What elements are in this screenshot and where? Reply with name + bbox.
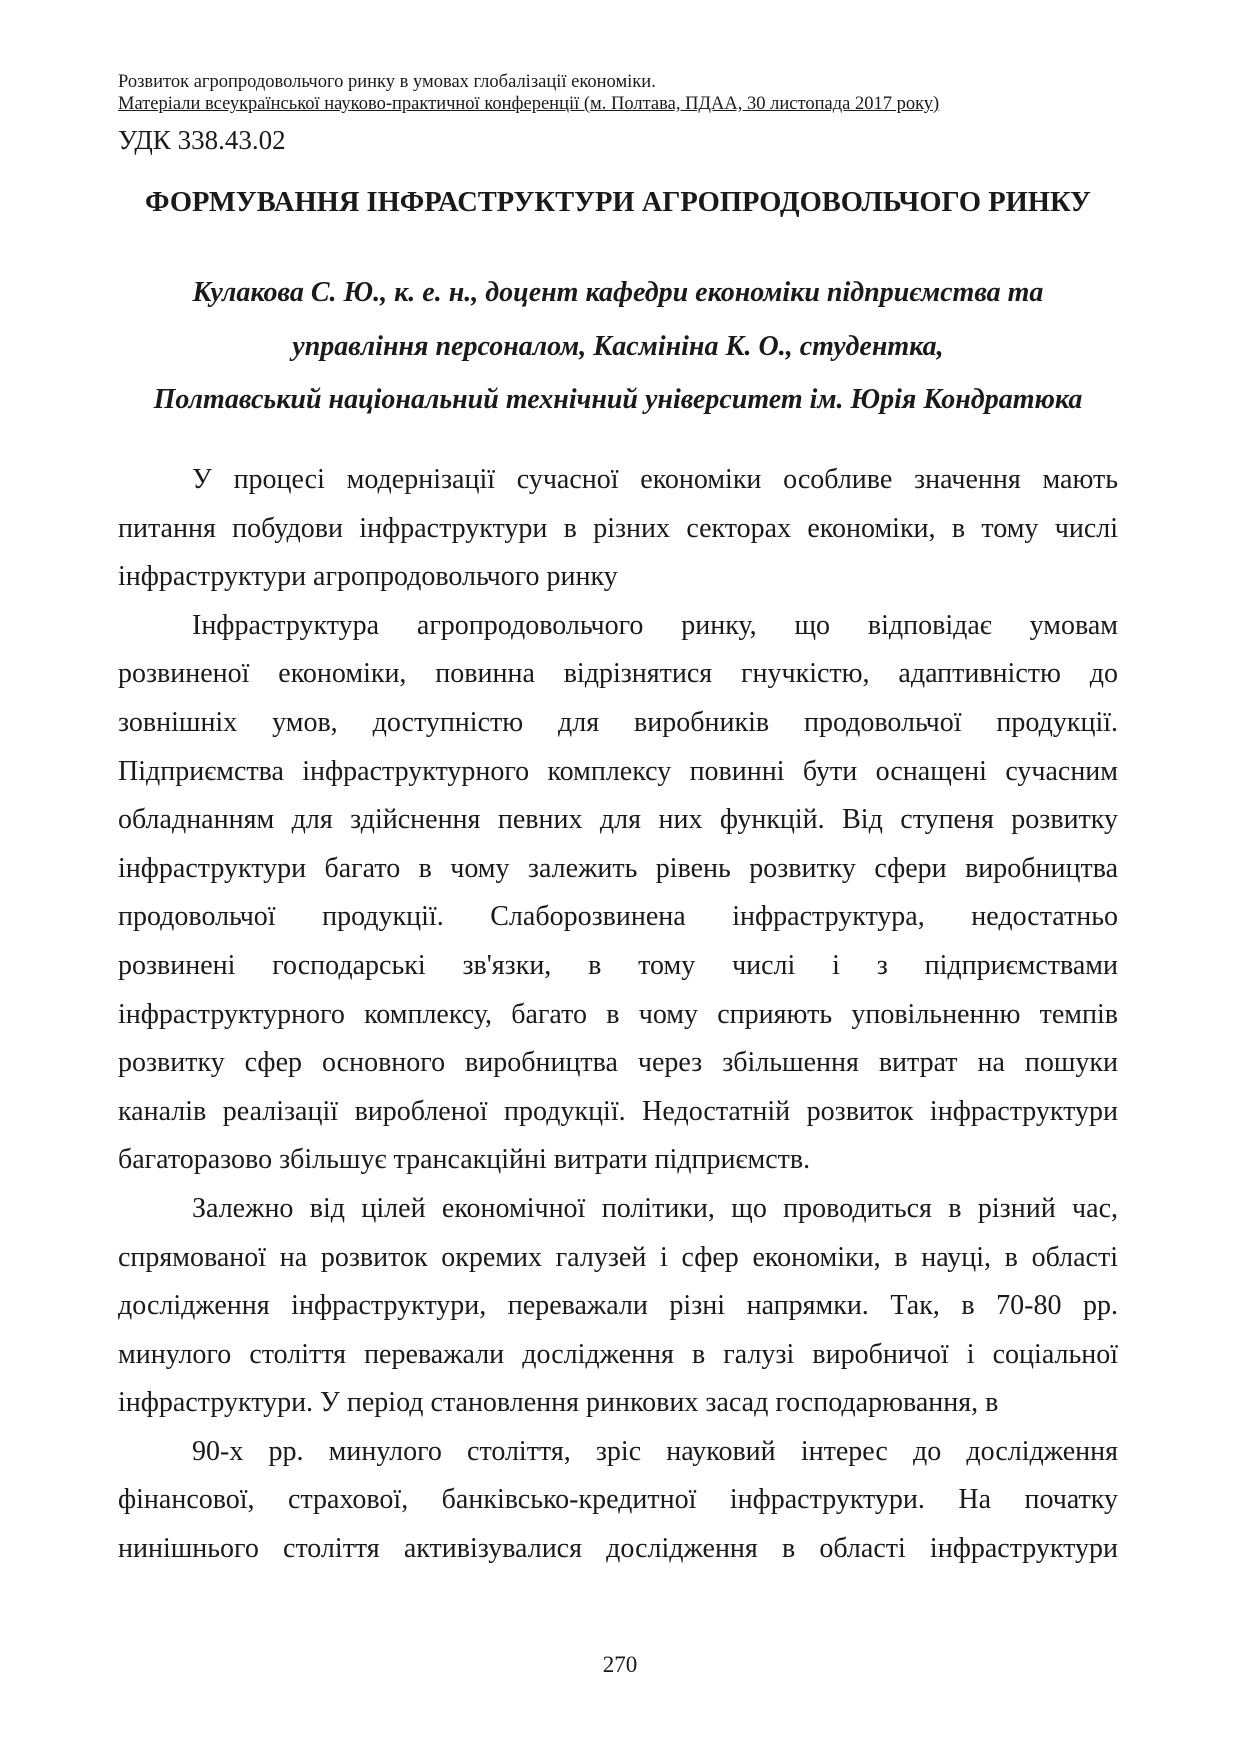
header-line-1: Розвиток агропродовольчого ринку в умовах глобалізації економіки.	[118, 72, 656, 92]
paper-title: ФОРМУВАННЯ ІНФРАСТРУКТУРИ АГРОПРОДОВОЛЬЧОГО РИНКУ	[145, 187, 1091, 218]
authors-line: Полтавський національний технічний університет ім. Юрія Кондратюка	[153, 384, 1083, 415]
header-line-2: Матеріали всеукраїнської науково-практичної конференції (м. Полтава, ПДАА, 30 листопада 2017 року)	[118, 94, 940, 114]
text-line: інфраструктури агропродовольчого ринку	[118, 561, 618, 593]
udc-code: УДК 338.43.02	[118, 125, 286, 155]
text-line: обладнанням для здійснення певних для них функцій. Від ступеня розвитку	[118, 804, 1118, 836]
text-line: розвинені господарські зв'язки, в тому числі і з підприємствами	[118, 949, 1118, 981]
text-line: розвиненої економіки, повинна відрізнятися гнучкістю, адаптивністю до	[118, 658, 1118, 690]
text-line: розвитку сфер основного виробництва через збільшення витрат на пошуки	[118, 1047, 1118, 1079]
text-line: Інфраструктура агропродовольчого ринку, що відповідає умовам	[192, 609, 1118, 641]
text-line: зовнішніх умов, доступністю для виробників продовольчої продукції.	[118, 706, 1118, 738]
text-line: інфраструктури. У період становлення ринкових засад господарювання, в	[118, 1387, 999, 1419]
paragraph	[118, 602, 1118, 1185]
text-line: Підприємства інфраструктурного комплексу повинні бути оснащені сучасним	[118, 755, 1118, 787]
text-line: дослідження інфраструктури, переважали різні напрямки. Так, в 70-80 рр.	[118, 1290, 1118, 1322]
text-line: інфраструктурного комплексу, багато в чому сприяють уповільненню темпів	[118, 998, 1118, 1030]
authors-line: управління персоналом, Касмініна К. О., студентка,	[292, 330, 944, 362]
text-line: 90-х рр. минулого століття, зріс науковий інтерес до дослідження	[192, 1435, 1118, 1467]
text-line: багаторазово збільшує трансакційні витрати підприємств.	[118, 1144, 811, 1176]
text-line: спрямованої на розвиток окремих галузей і сфер економіки, в науці, в області	[118, 1241, 1118, 1273]
text-line: минулого століття переважали дослідження в галузі виробничої і соціальної	[118, 1338, 1118, 1370]
paragraph	[118, 456, 1118, 602]
text-line: продовольчої продукції. Слаборозвинена інфраструктура, недостатньо	[118, 901, 1118, 933]
text-line: У процесі модернізації сучасної економіки особливе значення мають	[192, 464, 1118, 495]
authors-block	[118, 266, 1118, 427]
text-line: інфраструктури багато в чому залежить рівень розвитку сфери виробництва	[118, 852, 1118, 884]
authors-line: Кулакова С. Ю., к. е. н., доцент кафедри економіки підприємства та	[192, 277, 1044, 308]
text-line: питання побудови інфраструктури в різних секторах економіки, в тому числі	[118, 512, 1118, 544]
running-header	[118, 71, 1118, 115]
body-text	[118, 456, 1118, 1574]
text-line: каналів реалізації виробленої продукції. Недостатній розвиток інфраструктури	[118, 1095, 1118, 1127]
paragraph	[118, 1428, 1118, 1574]
text-line: нинішнього століття активізувалися дослідження в області інфраструктури	[118, 1533, 1118, 1565]
text-line: Залежно від цілей економічної політики, що проводиться в різний час,	[192, 1192, 1118, 1224]
page-number: 270	[602, 1652, 638, 1677]
paragraph	[118, 1185, 1118, 1428]
text-line: фінансової, страхової, банківсько-кредитної інфраструктури. На початку	[118, 1484, 1118, 1516]
